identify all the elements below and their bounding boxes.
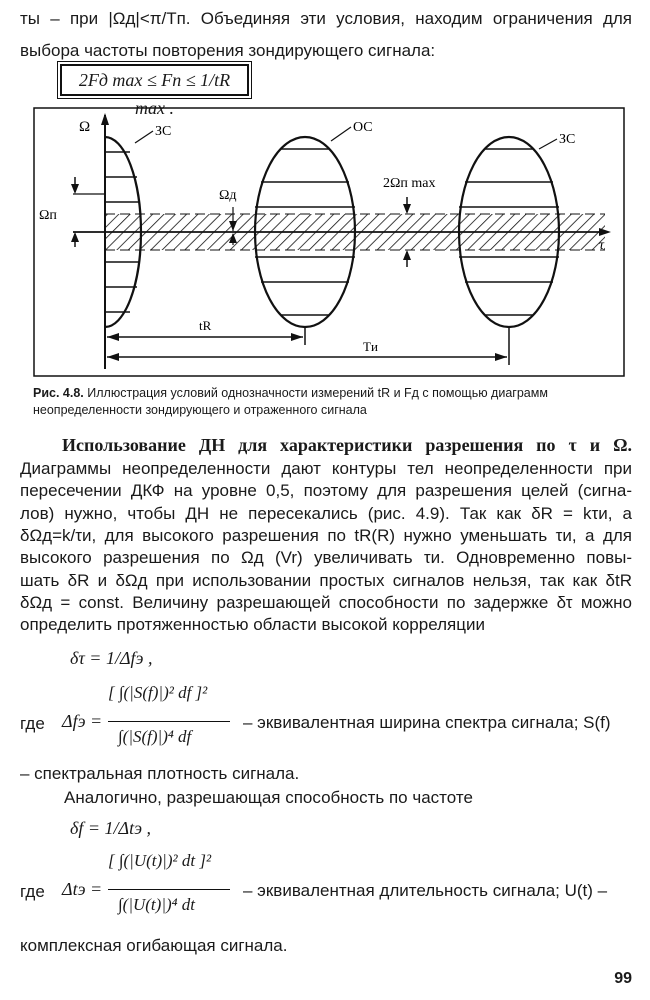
- caption-label: Рис. 4.8.: [33, 386, 84, 400]
- paragraph-line: выбора частоты повторения зондирующего сигнала:: [20, 41, 436, 60]
- eq2-suffix: – эквивалентная ширина спектра сигнала; S(f): [243, 713, 611, 732]
- paragraph-line: лов) нужно, чтобы ДН не пересекались (рис. 4.9). Так как δR = kτи, а: [20, 503, 632, 523]
- paragraph-line: Диаграммы неопределенности дают контуры тел неопределенности при: [20, 459, 632, 478]
- eq4-lhs: Δtэ =: [62, 879, 103, 899]
- tau-axis-label: τ: [599, 238, 605, 253]
- omega-axis-label: Ω: [79, 119, 91, 135]
- fraction-bar: [108, 721, 230, 722]
- equation-delta-f: δf = 1/Δtэ ,: [70, 818, 152, 838]
- paragraph-line: ты – при |Ωд|<π/Tп. Объединяя эти условия, находим ограничения для: [20, 9, 632, 28]
- omega-d-label: Ωд: [219, 188, 237, 203]
- eq4-prefix: где: [20, 882, 45, 901]
- zs-right-label: ЗС: [559, 132, 576, 147]
- t-r-label: tR: [199, 318, 212, 333]
- eq4-suffix: – эквивалентная длительность сигнала; U(t) –: [243, 881, 608, 900]
- paragraph-line: определить протяженностью области высокой корреляции: [20, 615, 485, 634]
- paragraph-line: пересечении ДКФ на уровне 0,5, поэтому для разрешения целей (сигна-: [20, 481, 632, 501]
- ambiguity-diagram-figure: [33, 107, 625, 377]
- paragraph-line: высокого разрешения по Ωд (Vr) увеличивать τи. Одновременно повы-: [20, 548, 632, 568]
- two-omega-pmax-label: 2Ωп max: [383, 176, 436, 191]
- eq2-lhs: Δfэ =: [62, 711, 103, 731]
- eq2-denominator: ∫(|S(f)|)⁴ df: [118, 727, 192, 746]
- section-heading: Использование ДН для характеристики разрешения по τ и Ω.: [62, 435, 632, 455]
- paragraph-line: δΩд = const. Величину разрешающей способности по задержке δτ можно: [20, 592, 632, 612]
- omega-p-label: Ωп: [39, 208, 57, 223]
- paragraph-line: комплексная огибающая сигнала.: [20, 936, 288, 955]
- page-number: 99: [614, 970, 632, 987]
- eq4-denominator: ∫(|U(t)|)⁴ dt: [118, 895, 196, 914]
- fraction-bar: [108, 889, 230, 890]
- eq2-prefix: где: [20, 714, 45, 733]
- figure-caption: [33, 385, 625, 419]
- os-label: ОС: [353, 120, 373, 135]
- paragraph-line: δΩд=k/τи, для высокого разрешения по tR(R) нужно уменьшать τи, а для: [20, 525, 632, 545]
- paragraph-line: – спектральная плотность сигнала.: [20, 764, 300, 783]
- t-i-label: Tи: [363, 339, 378, 354]
- zs-left-label: ЗС: [155, 124, 172, 139]
- eq4-numerator: [ ∫(|U(t)|)² dt ]²: [108, 851, 212, 870]
- equation-delta-tau: δτ = 1/Δfэ ,: [70, 648, 153, 668]
- boxed-formula: 2Fд max ≤ Fп ≤ 1/tR max .: [60, 64, 249, 96]
- paragraph-line: шать δR и δΩд при использовании простых сигналов нельзя, так как δtR: [20, 570, 632, 590]
- eq2-numerator: [ ∫(|S(f)|)² df ]²: [108, 683, 208, 702]
- paragraph-line: Аналогично, разрешающая способность по частоте: [64, 788, 473, 807]
- caption-text: Иллюстрация условий однозначности измерений tR и Fд с помощью диаграмм неопределенности зондирующего и отраженного сигнала: [33, 386, 548, 417]
